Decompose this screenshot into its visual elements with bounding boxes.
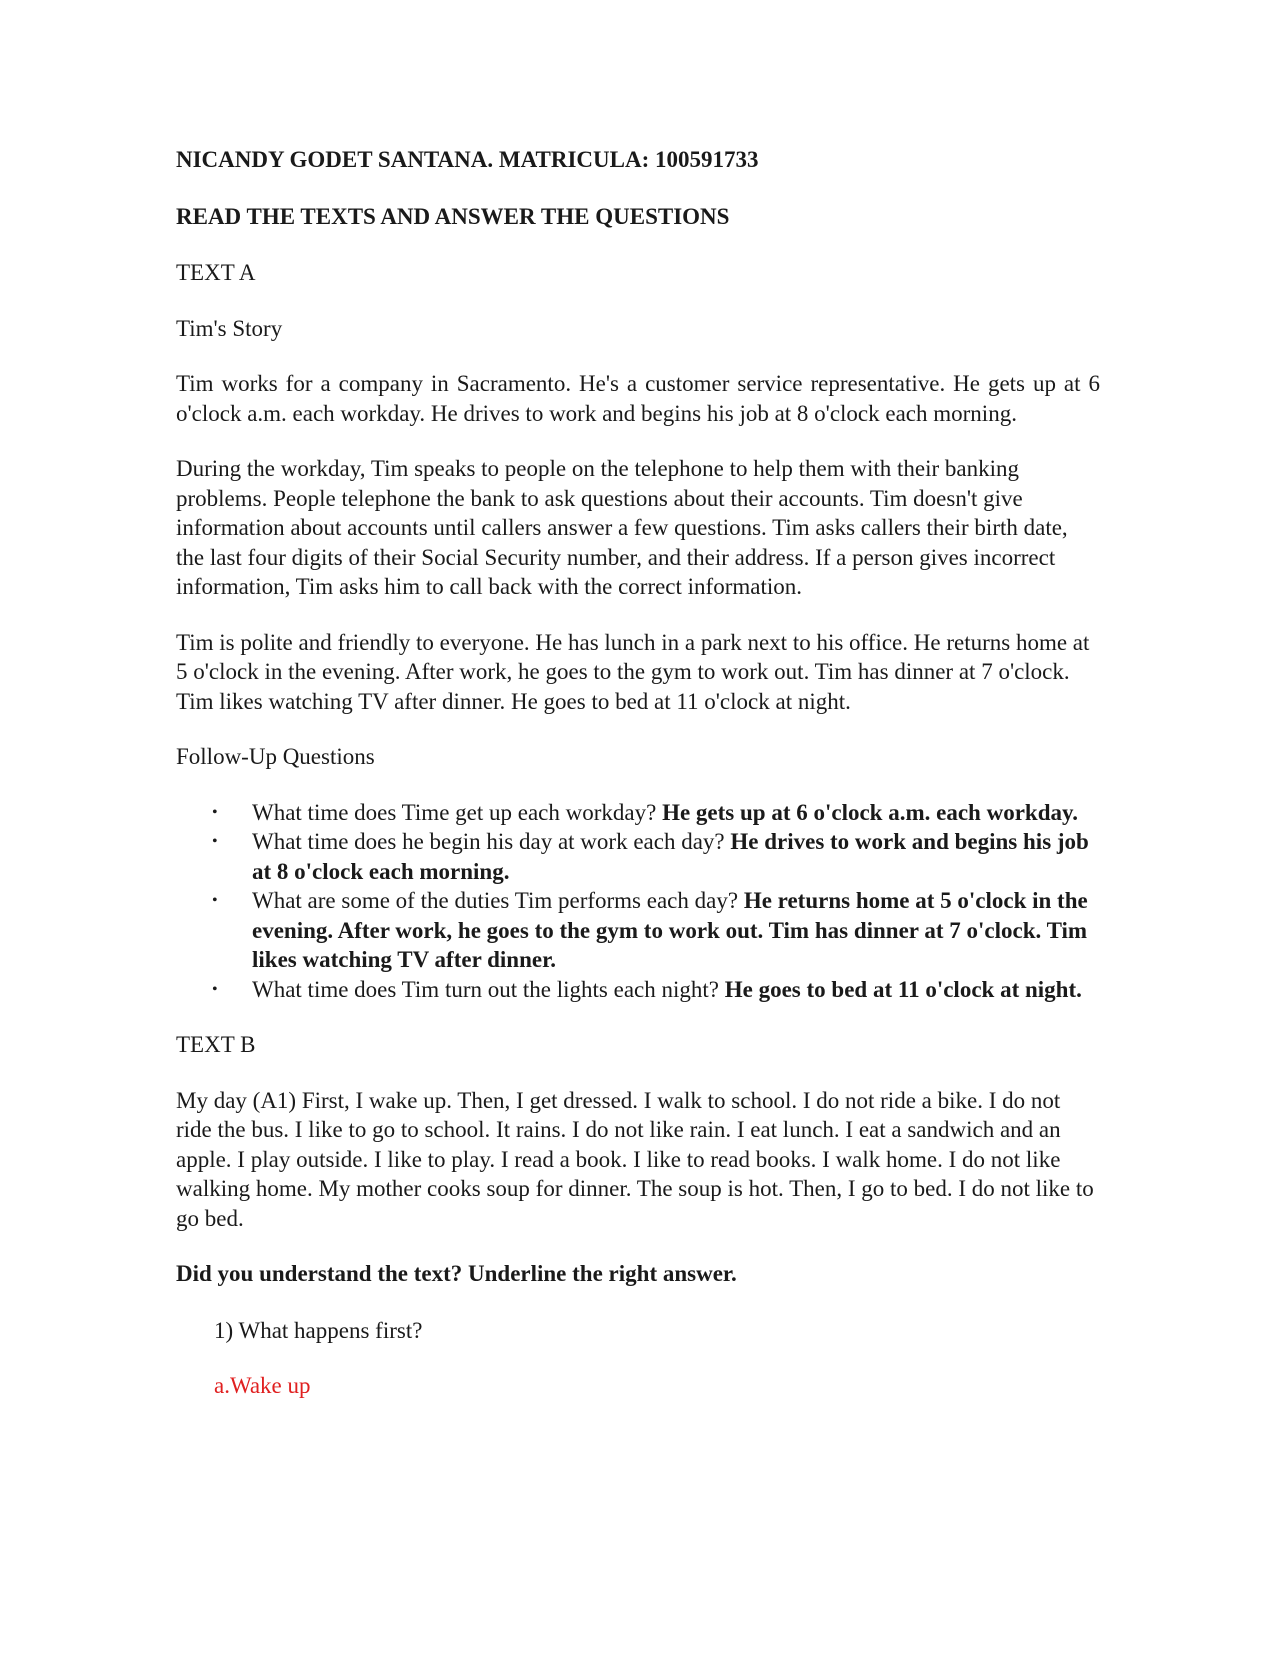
answer-text: He returns home at 5 o'clock in the evening. After work, he goes to the gym to work out. Tim has dinner at 7 o'clock. Tim likes watching TV after dinner. <box>252 888 1088 972</box>
story-paragraph-2: During the workday, Tim speaks to people on the telephone to help them with their banking problems. People telephone the bank to ask questions about their accounts. Tim doesn't give information about accounts until callers answer a few questions. Tim asks callers their birth date, the last four digits of their Social Security number, and their address. If a person gives incorrect information, Tim asks him to call back with the correct information. <box>176 456 1068 599</box>
bullet-icon: • <box>212 833 218 850</box>
student-name-heading: NICANDY GODET SANTANA. MATRICULA: 100591733 <box>176 147 759 172</box>
answer-text: He goes to bed at 11 o'clock at night. <box>724 976 1082 1002</box>
question-text: What time does Time get up each workday? <box>252 799 657 825</box>
question-text: What are some of the duties Tim performs each day? <box>252 888 739 913</box>
text-a-label: TEXT A <box>176 260 256 285</box>
bullet-icon: • <box>212 892 218 909</box>
followup-title: Follow-Up Questions <box>176 744 375 769</box>
story-title: Tim's Story <box>176 315 283 341</box>
document-page <box>176 145 1100 1427</box>
question-item-3 <box>176 886 1100 975</box>
question-text: What time does he begin his day at work each day? <box>252 829 725 854</box>
followup-question-list <box>176 798 1100 1005</box>
answer-text: He drives to work and begins his job at 8 o'clock each morning. <box>252 829 1089 884</box>
answer-1: a.Wake up <box>214 1373 311 1398</box>
question-item-4 <box>176 975 1100 1005</box>
question-item-1 <box>176 798 1100 828</box>
question-1: 1) What happens first? <box>214 1317 423 1343</box>
text-b-label: TEXT B <box>176 1032 256 1057</box>
instructions-heading: READ THE TEXTS AND ANSWER THE QUESTIONS <box>176 203 730 229</box>
text-b-paragraph: My day (A1) First, I wake up. Then, I get dressed. I walk to school. I do not ride a bike. I do not ride the bus. I like to go to school. It rains. I do not like rain. I eat lunch. I eat a sandwich and an apple. I play outside. I like to play. I read a book. I like to read books. I walk home. I do not like walking home. My mother cooks soup for dinner. The soup is hot. Then, I go to bed. I do not like to go bed. <box>176 1087 1094 1231</box>
comprehension-title: Did you understand the text? Underline the right answer. <box>176 1261 737 1286</box>
question-item-2 <box>176 827 1100 886</box>
story-paragraph-3: Tim is polite and friendly to everyone. He has lunch in a park next to his office. He returns home at 5 o'clock in the evening. After work, he goes to the gym to work out. Tim has dinner at 7 o'clock. Tim likes watching TV after dinner. He goes to bed at 11 o'clock at night. <box>176 629 1090 714</box>
story-paragraph-1: Tim works for a company in Sacramento. He's a customer service representative. He gets up at 6 o'clock a.m. each workday. He drives to work and begins his job at 8 o'clock each morning. <box>176 371 1100 426</box>
bullet-icon: • <box>212 980 218 998</box>
answer-text: He gets up at 6 o'clock a.m. each workday. <box>662 799 1078 825</box>
bullet-icon: • <box>212 803 218 821</box>
question-text: What time does Tim turn out the lights each night? <box>252 976 719 1002</box>
